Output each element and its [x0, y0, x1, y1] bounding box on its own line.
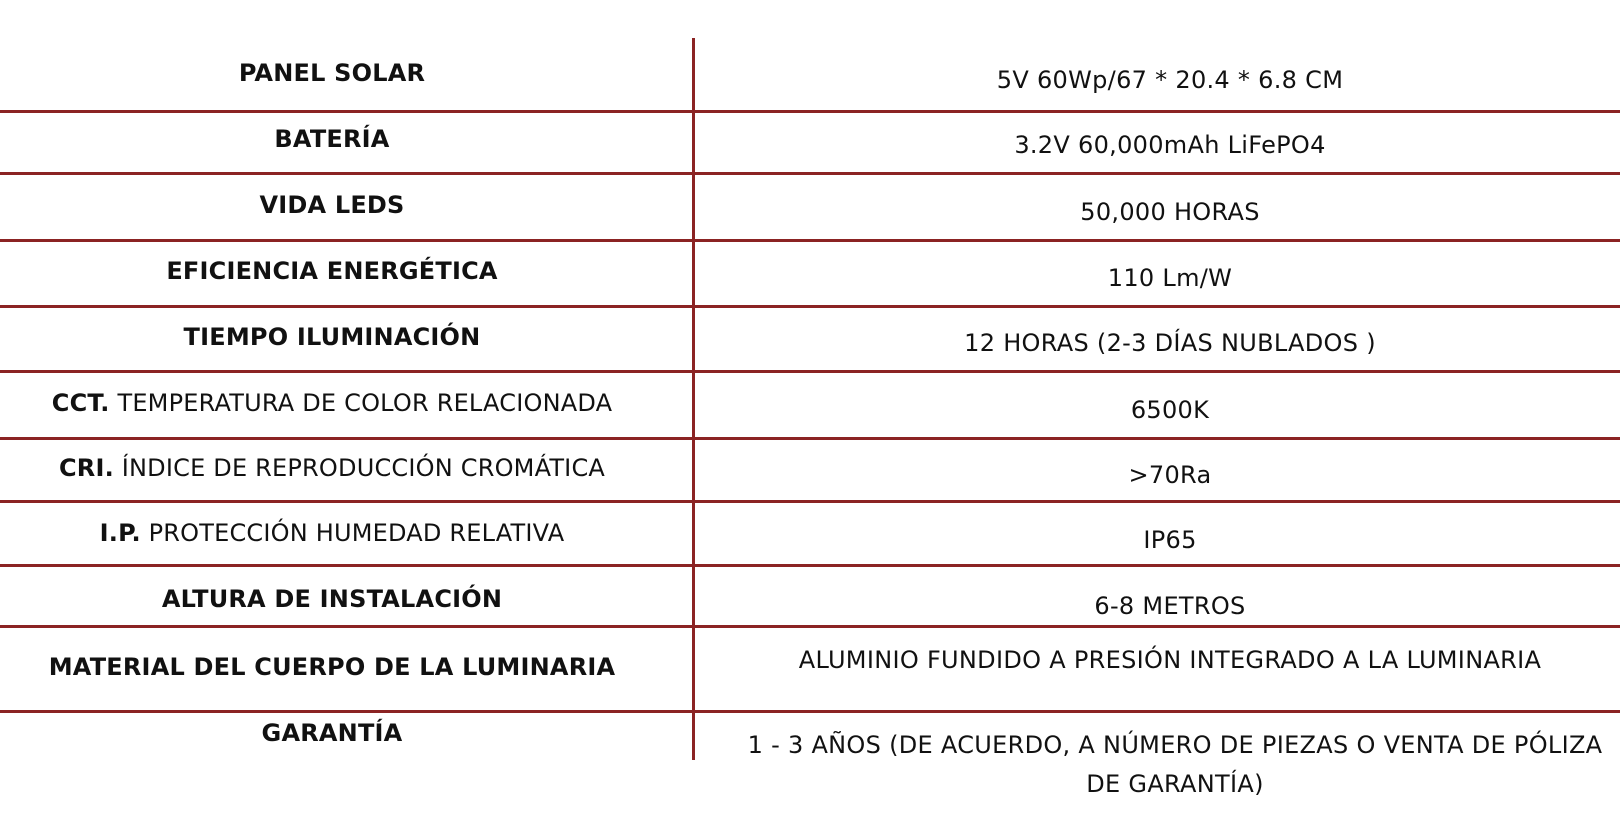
row-divider — [0, 110, 1620, 113]
spec-value-tiempo-iluminacion: 12 HORAS (2-3 DÍAS NUBLADOS ) — [964, 329, 1376, 357]
spec-value-cct: 6500K — [1130, 396, 1210, 424]
spec-value-ip: IP65 — [1143, 526, 1197, 554]
row-divider — [0, 239, 1620, 242]
spec-label-altura: ALTURA DE INSTALACIÓN — [161, 585, 503, 613]
spec-value-eficiencia: 110 Lm/W — [1107, 264, 1233, 292]
spec-label-cct: CCT. TEMPERATURA DE COLOR RELACIONADA — [51, 389, 613, 417]
spec-value-bateria: 3.2V 60,000mAh LiFePO4 — [1014, 131, 1326, 159]
spec-value-garantia: 1 - 3 AÑOS (DE ACUERDO, A NÚMERO DE PIEZAS O VENTA DE PÓLIZA DE GARANTÍA) — [747, 731, 1603, 798]
spec-value-altura: 6-8 METROS — [1094, 592, 1246, 620]
row-divider — [0, 305, 1620, 308]
spec-label-ip: I.P. PROTECCIÓN HUMEDAD RELATIVA — [99, 519, 565, 547]
spec-value-material: ALUMINIO FUNDIDO A PRESIÓN INTEGRADO A LA LUMINARIA — [798, 646, 1542, 674]
spec-label-vida-leds: VIDA LEDS — [259, 191, 405, 219]
spec-label-bateria: BATERÍA — [274, 125, 390, 153]
row-divider — [0, 437, 1620, 440]
spec-label-material: MATERIAL DEL CUERPO DE LA LUMINARIA — [48, 653, 616, 681]
row-divider — [0, 564, 1620, 567]
spec-label-cri: CRI. ÍNDICE DE REPRODUCCIÓN CROMÁTICA — [58, 454, 606, 482]
row-divider — [0, 370, 1620, 373]
spec-label-panel-solar: PANEL SOLAR — [238, 59, 426, 87]
spec-label-eficiencia: EFICIENCIA ENERGÉTICA — [166, 257, 498, 285]
spec-label-garantia: GARANTÍA — [261, 719, 403, 747]
spec-value-panel-solar: 5V 60Wp/67 * 20.4 * 6.8 CM — [996, 66, 1344, 94]
spec-value-cri: >70Ra — [1128, 461, 1212, 489]
column-divider — [692, 38, 695, 760]
row-divider — [0, 710, 1620, 713]
spec-label-tiempo-iluminacion: TIEMPO ILUMINACIÓN — [183, 323, 481, 351]
spec-value-vida-leds: 50,000 HORAS — [1080, 198, 1260, 226]
row-divider — [0, 172, 1620, 175]
row-divider — [0, 625, 1620, 628]
row-divider — [0, 500, 1620, 503]
